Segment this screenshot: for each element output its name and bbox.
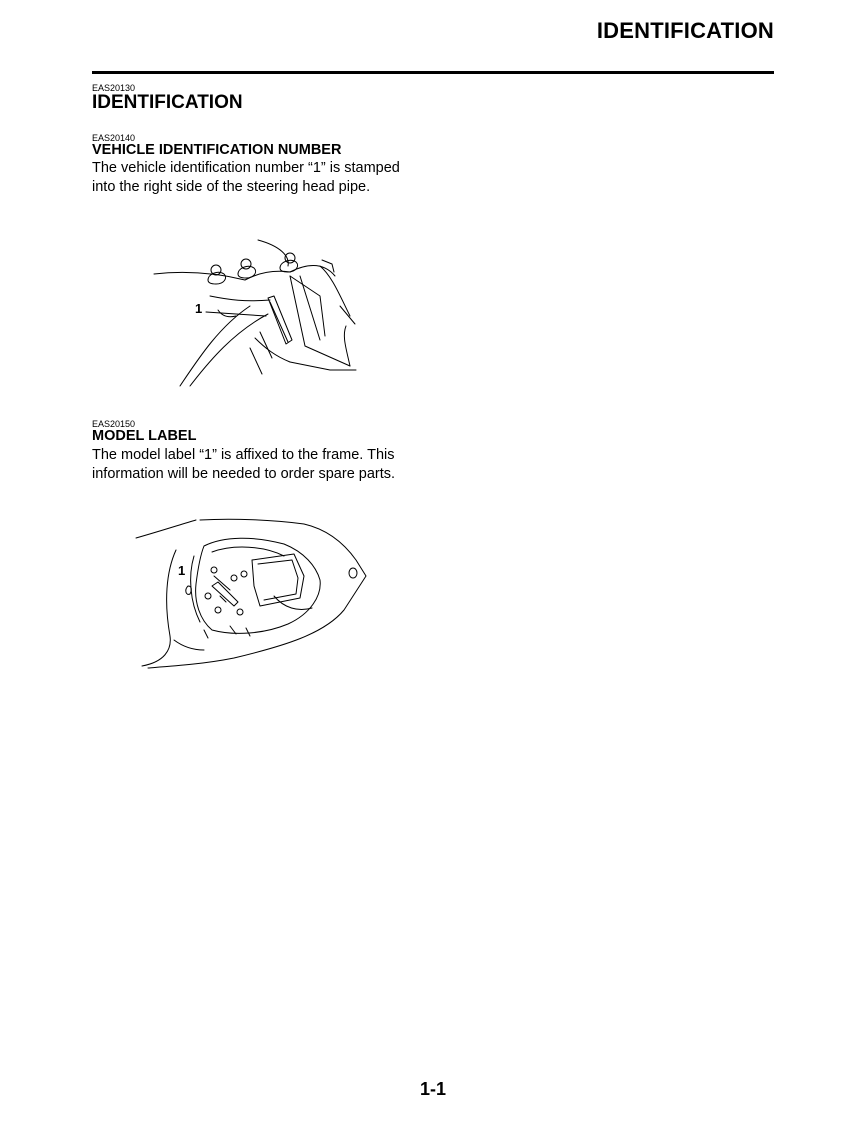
section-title: IDENTIFICATION	[92, 92, 243, 113]
model-label-description: The model label “1” is affixed to the frame. This information will be needed to order spare parts.	[92, 447, 396, 482]
vin-callout-number: 1	[195, 301, 203, 316]
model-label-callout-number: 1	[178, 563, 186, 578]
section-code: EAS20130	[92, 83, 136, 93]
frame-label-illustration	[134, 516, 370, 674]
vin-description: The vehicle identification number “1” is stamped into the right side of the steering head pipe.	[92, 160, 400, 195]
vin-code: EAS20140	[92, 133, 136, 143]
model-label-title: MODEL LABEL	[92, 428, 197, 444]
header-rule	[92, 71, 774, 74]
vin-title: VEHICLE IDENTIFICATION NUMBER	[92, 142, 342, 158]
model-label-code: EAS20150	[92, 419, 136, 429]
page-number: 1-1	[419, 1079, 446, 1099]
running-header-title: IDENTIFICATION	[596, 18, 774, 43]
steering-head-illustration	[150, 236, 365, 390]
